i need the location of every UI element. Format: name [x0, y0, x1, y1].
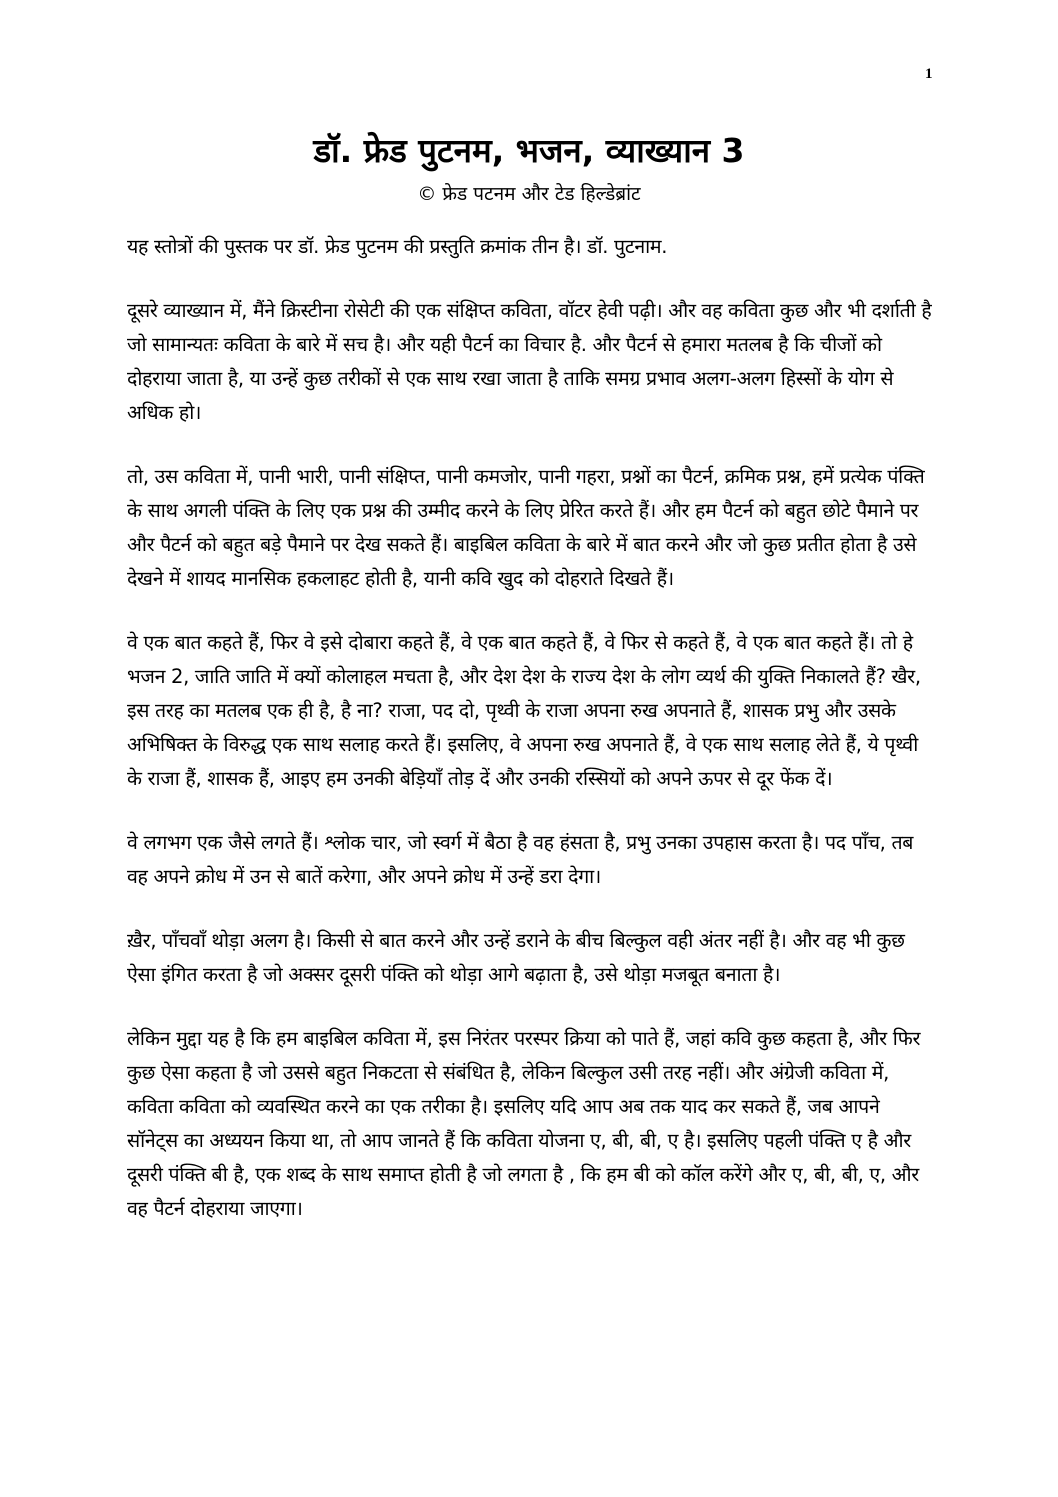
paragraph-2: दूसरे व्याख्यान में, मैंने क्रिस्टीना रोसेटी की एक संक्षिप्त कविता, वॉटर हेवी पढ़ी। और वह कविता कुछ और भी दर्शाती है जो सामान्यतः कविता के बारे में सच है। और यही पैटर्न का विचार है. और पैटर्न से हमारा मतलब है कि चीजों को दोहराया जाता है, या उन्हें कुछ तरीकों से एक साथ रखा जाता है ताकि समग्र प्रभाव अलग-अलग हिस्सों के योग से अधिक हो।: [127, 299, 932, 424]
paragraph-7: लेकिन मुद्दा यह है कि हम बाइबिल कविता में, इस निरंतर परस्पर क्रिया को पाते हैं, जहां कवि कुछ कहता है, और फिर कुछ ऐसा कहता है जो उससे बहुत निकटता से संबंधित है, लेकिन बिल्कुल उसी तरह नहीं। और अंग्रेजी कविता में, कविता कविता को व्यवस्थित करने का एक तरीका है। इसलिए यदि आप अब तक याद कर सकते हैं, जब आपने सॉनेट्स का अध्ययन किया था, तो आप जानते हैं कि कविता योजना ए, बी, बी, ए है। इसलिए पहली पंक्ति ए है और दूसरी पंक्ति बी है, एक शब्द के साथ समाप्त होती है जो लगता है , कि हम बी को कॉल करेंगे और ए, बी, बी, ए, और वह पैटर्न दोहराया जाएगा।: [127, 1027, 921, 1220]
paragraph-6: ख़ैर, पाँचवाँ थोड़ा अलग है। किसी से बात करने और उन्हें डराने के बीच बिल्कुल वही अंतर नहीं है। और वह भी कुछ ऐसा इंगित करता है जो अक्सर दूसरी पंक्ति को थोड़ा आगे बढ़ाता है, उसे थोड़ा मजबूत बनाता है।: [127, 929, 905, 986]
paragraph-3: तो, उस कविता में, पानी भारी, पानी संक्षिप्त, पानी कमजोर, पानी गहरा, प्रश्नों का पैटर्न, क्रमिक प्रश्न, हमें प्रत्येक पंक्ति के साथ अगली पंक्ति के लिए एक प्रश्न की उम्मीद करने के लिए प्रेरित करते हैं। और हम पैटर्न को बहुत छोटे पैमाने पर और पैटर्न को बहुत बड़े पैमाने पर देख सकते हैं। बाइबिल कविता के बारे में बात करने और जो कुछ प्रतीत होता है उसे देखने में शायद मानसिक हकलाहट होती है, यानी कवि खुद को दोहराते दिखते हैं।: [127, 465, 925, 590]
copyright-line: © फ्रेड पटनम और टेड हिल्डेब्रांट: [417, 183, 641, 205]
paragraph-5: वे लगभग एक जैसे लगते हैं। श्लोक चार, जो स्वर्ग में बैठा है वह हंसता है, प्रभु उनका उपहास करता है। पद पाँच, तब वह अपने क्रोध में उन से बातें करेगा, और अपने क्रोध में उन्हें डरा देगा।: [127, 831, 914, 888]
document-body: [127, 230, 935, 1256]
paragraph-4: वे एक बात कहते हैं, फिर वे इसे दोबारा कहते हैं, वे एक बात कहते हैं, वे फिर से कहते हैं, वे एक बात कहते हैं। तो हे भजन 2, जाति जाति में क्यों कोलाहल मचता है, और देश देश के राज्य देश के लोग व्यर्थ की युक्ति निकालते हैं? खैर, इस तरह का मतलब एक ही है, है ना? राजा, पद दो, पृथ्वी के राजा अपना रुख अपनाते हैं, शासक प्रभु और उसके अभिषिक्त के विरुद्ध एक साथ सलाह करते हैं। इसलिए, वे अपना रुख अपनाते हैं, वे एक साथ सलाह लेते हैं, ये पृथ्वी के राजा हैं, शासक हैं, आइए हम उनकी बेड़ियाँ तोड़ दें और उनकी रस्सियों को अपने ऊपर से दूर फेंक दें।: [127, 631, 921, 790]
page-number: 1: [925, 66, 933, 82]
paragraph-1: यह स्तोत्रों की पुस्तक पर डॉ. फ्रेड पुटनम की प्रस्तुति क्रमांक तीन है। डॉ. पुटनाम.: [127, 235, 668, 258]
document-title: डॉ. फ्रेड पुटनम, भजन, व्याख्यान 3: [313, 131, 745, 170]
